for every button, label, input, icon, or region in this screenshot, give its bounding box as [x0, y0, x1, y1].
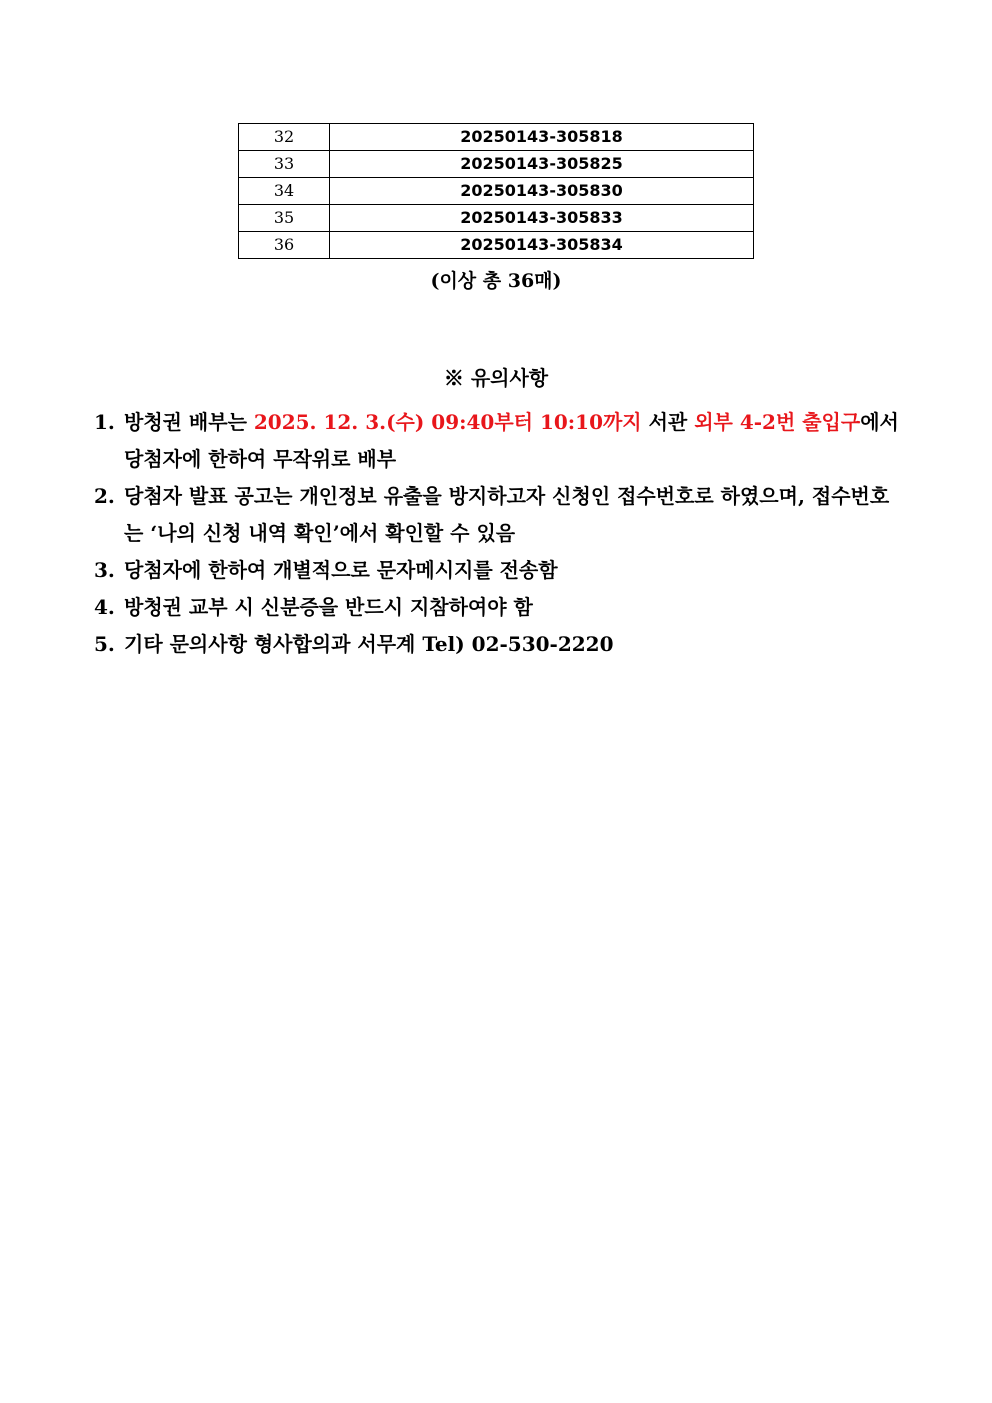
row-number: 35 [239, 205, 330, 232]
receipt-number: 20250143-305830 [330, 178, 754, 205]
notice-item [94, 478, 904, 552]
notice-text: 당첨자 발표 공고는 개인정보 유출을 방지하고자 신청인 접수번호로 하였으며, 접수번호는 ‘나의 신청 내역 확인’에서 확인할 수 있음 [124, 484, 890, 545]
notice-item [94, 589, 904, 626]
table-row [239, 124, 754, 151]
notice-number: 3. [94, 558, 115, 582]
receipt-number: 20250143-305825 [330, 151, 754, 178]
notice-item [94, 626, 904, 663]
notice-title: ※ 유의사항 [443, 366, 549, 390]
receipt-number: 20250143-305833 [330, 205, 754, 232]
notice-item [94, 404, 904, 478]
notice-number: 5. [94, 632, 115, 656]
notice-text: 기타 문의사항 형사합의과 서무계 Tel) 02-530-2220 [124, 632, 614, 656]
distribution-location: 외부 4-2번 출입구 [694, 410, 861, 434]
notice-number: 1. [94, 410, 115, 434]
distribution-datetime: 2025. 12. 3.(수) 09:40부터 10:10까지 [253, 410, 642, 434]
row-number: 33 [239, 151, 330, 178]
receipt-number: 20250143-305818 [330, 124, 754, 151]
table-row [239, 205, 754, 232]
notice-number: 2. [94, 484, 115, 508]
notice-text: 방청권 교부 시 신분증을 반드시 지참하여야 함 [124, 595, 533, 619]
notice-text: 당첨자에 한하여 개별적으로 문자메시지를 전송함 [124, 558, 558, 582]
notice-text: 에서 당첨자에 한하여 무작위로 배부 [124, 410, 899, 471]
receipt-number: 20250143-305834 [330, 232, 754, 259]
winners-table [238, 123, 754, 259]
notice-text: 방청권 배부는 [124, 410, 254, 434]
notice-number: 4. [94, 595, 115, 619]
notice-item [94, 552, 904, 589]
total-count: (이상 총 36매) [430, 270, 562, 292]
row-number: 36 [239, 232, 330, 259]
winners-table-container [238, 123, 754, 259]
notice-list [94, 404, 904, 663]
table-row [239, 151, 754, 178]
table-row [239, 178, 754, 205]
table-row [239, 232, 754, 259]
row-number: 34 [239, 178, 330, 205]
notice-text: 서관 [641, 410, 695, 434]
row-number: 32 [239, 124, 330, 151]
